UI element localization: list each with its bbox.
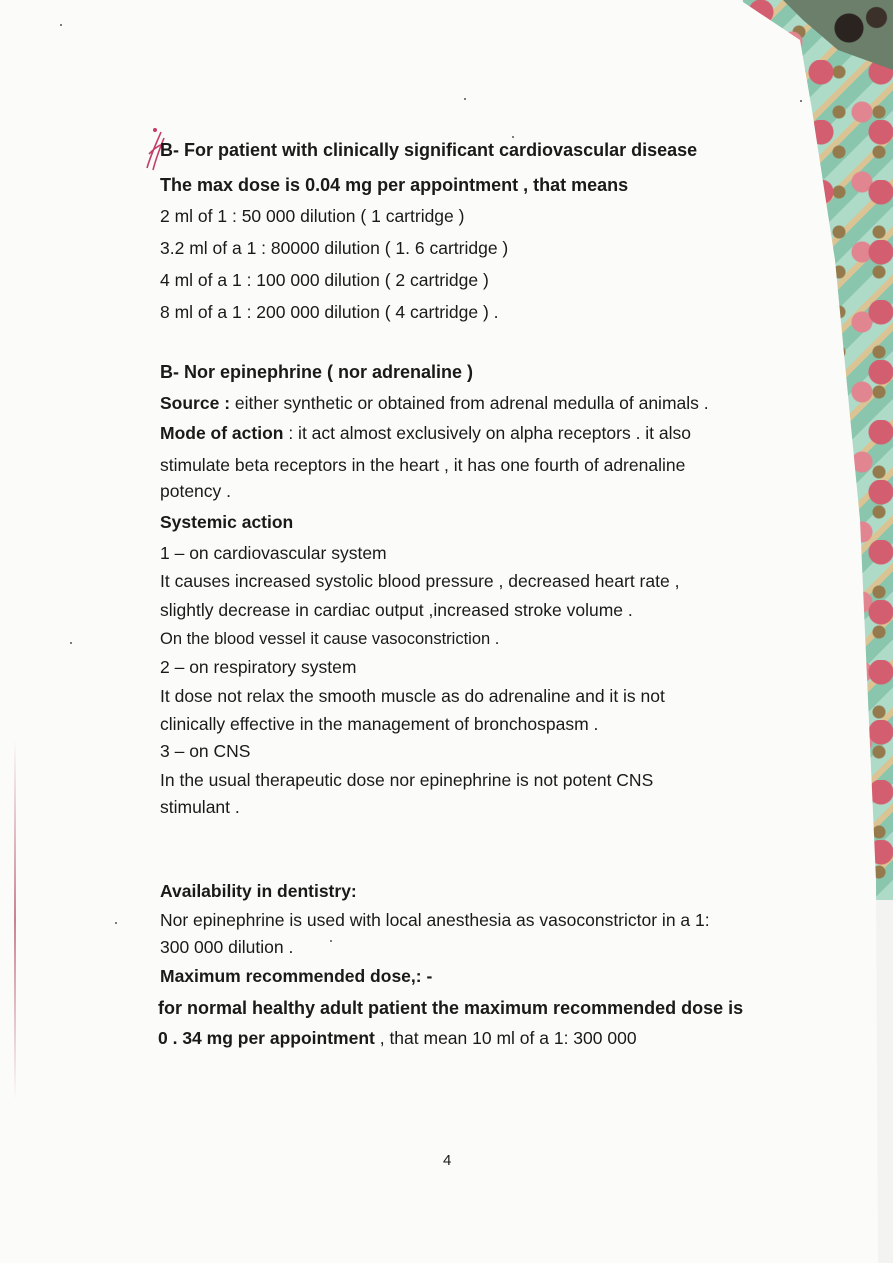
source-line	[160, 393, 709, 413]
dilution-item: 2 ml of 1 : 50 000 dilution ( 1 cartridge )	[160, 206, 465, 226]
speck	[464, 98, 466, 100]
mode-of-action-line	[160, 423, 691, 443]
respiratory-text-line: It dose not relax the smooth muscle as do adrenaline and it is not	[160, 686, 665, 706]
speck	[70, 642, 72, 644]
mode-text: : it act almost exclusively on alpha receptors . it also	[283, 423, 692, 443]
dilution-item: 4 ml of a 1 : 100 000 dilution ( 2 cartridge )	[160, 270, 489, 290]
dilution-item: 8 ml of a 1 : 200 000 dilution ( 4 cartridge ) .	[160, 302, 499, 322]
speck	[800, 100, 802, 102]
respiratory-text-line: clinically effective in the management of bronchospasm .	[160, 714, 599, 734]
heading-prefix: B	[160, 140, 173, 160]
section-heading-nor-epinephrine: B- Nor epinephrine ( nor adrenaline )	[160, 362, 474, 382]
availability-text-line: 300 000 dilution .	[160, 937, 294, 957]
section-heading-cardiovascular	[160, 140, 697, 160]
page-edge-mark	[14, 740, 16, 1100]
heading-text: - For patient with clinically significant cardiovascular disease	[173, 140, 698, 160]
availability-heading: Availability in dentistry:	[160, 881, 357, 901]
max-recommended-dose-text: for normal healthy adult patient the maximum recommended dose is	[158, 998, 744, 1018]
page-number: 4	[443, 1152, 452, 1169]
max-recommended-dose-value: 0 . 34 mg per appointment	[158, 1028, 375, 1048]
cardio-text-line: slightly decrease in cardiac output ,increased stroke volume .	[160, 600, 633, 620]
speck	[512, 136, 514, 138]
speck	[115, 922, 117, 924]
max-recommended-dose-value-line	[158, 1028, 637, 1048]
speck	[330, 940, 332, 942]
mode-text-line: potency .	[160, 481, 232, 501]
dilution-item: 3.2 ml of a 1 : 80000 dilution ( 1. 6 cartridge )	[160, 238, 509, 258]
availability-text-line: Nor epinephrine is used with local anesthesia as vasoconstrictor in a 1:	[160, 910, 710, 930]
max-dose-value: 0.04 mg per appointment , that means	[305, 175, 629, 195]
source-label: Source :	[160, 393, 231, 413]
cns-text-line: In the usual therapeutic dose nor epinephrine is not potent CNS	[160, 770, 654, 790]
systemic-action-heading: Systemic action	[160, 512, 294, 532]
max-dose-line	[160, 175, 628, 195]
source-text: either synthetic or obtained from adrenal medulla of animals .	[230, 393, 709, 413]
cns-text-line: stimulant .	[160, 797, 240, 817]
speck	[60, 24, 62, 26]
cardio-text-line: It causes increased systolic blood pressure , decreased heart rate ,	[160, 571, 680, 591]
mode-text-line: stimulate beta receptors in the heart , it has one fourth of adrenaline	[160, 455, 686, 475]
mode-label: Mode of action	[160, 423, 284, 443]
max-recommended-dose-rest: , that mean 10 ml of a 1: 300 000	[374, 1028, 637, 1048]
max-recommended-dose-heading: Maximum recommended dose,: -	[160, 966, 433, 986]
cardio-subheading: 1 – on cardiovascular system	[160, 543, 387, 563]
cardio-text-line: On the blood vessel it cause vasoconstriction .	[160, 630, 500, 648]
respiratory-subheading: 2 – on respiratory system	[160, 657, 357, 677]
max-dose-prefix: The max dose is	[160, 175, 306, 195]
cns-subheading: 3 – on CNS	[160, 741, 251, 761]
